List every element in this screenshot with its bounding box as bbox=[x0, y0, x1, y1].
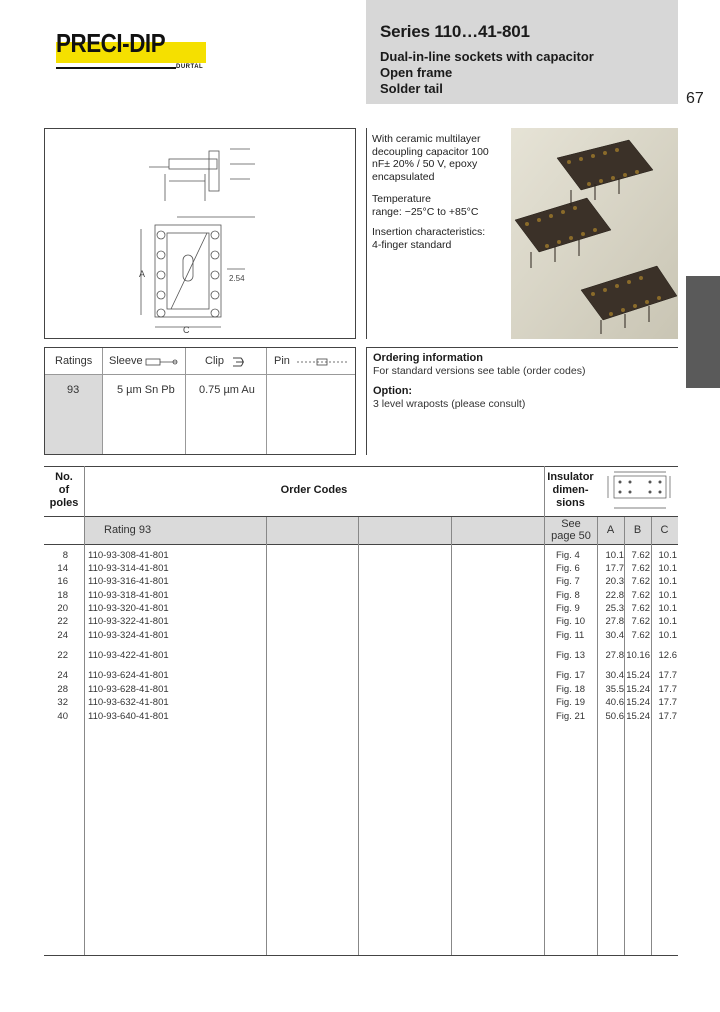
poles-cell: 20 bbox=[57, 603, 68, 614]
dim-c-cell: 17.7 bbox=[658, 697, 677, 708]
fig-cell: Fig. 8 bbox=[556, 590, 580, 601]
dim-c-cell: 10.1 bbox=[658, 603, 677, 614]
dim-c-cell: 17.7 bbox=[658, 670, 677, 681]
fig-cell: Fig. 13 bbox=[556, 650, 586, 661]
order-code-cell: 110-93-324-41-801 bbox=[88, 630, 169, 641]
col-a-header: A bbox=[606, 524, 615, 536]
order-code-cell: 110-93-320-41-801 bbox=[88, 603, 169, 614]
ratings-col-line bbox=[102, 348, 103, 454]
subtitle-line-2: Open frame bbox=[380, 65, 453, 80]
dim-b-cell: 15.24 bbox=[626, 670, 650, 681]
desc-line: Temperature bbox=[372, 193, 431, 205]
dim-b-cell: 7.62 bbox=[631, 603, 650, 614]
insulator-header-line: Insulator bbox=[547, 471, 594, 483]
insulator-header bbox=[544, 471, 597, 510]
dim-a-cell: 40.6 bbox=[605, 697, 624, 708]
ratings-col-line bbox=[185, 348, 186, 454]
fig-cell: Fig. 19 bbox=[556, 697, 586, 708]
dimension-a-label: A bbox=[139, 269, 146, 279]
fig-cell: Fig. 11 bbox=[556, 630, 585, 641]
see-line: page 50 bbox=[551, 530, 591, 542]
subtitle-line-3: Solder tail bbox=[380, 81, 443, 96]
dim-a-cell: 27.8 bbox=[605, 616, 624, 627]
dim-b-cell: 7.62 bbox=[631, 576, 650, 587]
desc-line: nF± 20% / 50 V, epoxy bbox=[372, 158, 478, 170]
dim-a-cell: 35.5 bbox=[605, 684, 624, 695]
dimension-c-label: C bbox=[183, 325, 190, 335]
poles-cell: 32 bbox=[57, 697, 68, 708]
table-row bbox=[44, 711, 678, 724]
dim-c-cell: 10.1 bbox=[658, 563, 677, 574]
poles-cell: 24 bbox=[57, 670, 68, 681]
table-row bbox=[44, 603, 678, 616]
dim-c-cell: 10.1 bbox=[658, 576, 677, 587]
desc-temperature bbox=[372, 193, 500, 218]
table-row bbox=[44, 576, 678, 589]
dim-c-cell: 17.7 bbox=[658, 684, 677, 695]
desc-line: range: −25°C to +85°C bbox=[372, 205, 479, 218]
order-code-cell: 110-93-422-41-801 bbox=[88, 650, 169, 661]
socket-photo-illustration bbox=[511, 128, 678, 339]
dim-c-cell: 10.1 bbox=[658, 630, 677, 641]
dim-a-cell: 17.7 bbox=[605, 563, 624, 574]
fig-cell: Fig. 21 bbox=[556, 711, 586, 722]
col-c-header: C bbox=[660, 524, 669, 536]
table-row bbox=[44, 616, 678, 629]
poles-cell: 16 bbox=[57, 576, 68, 587]
drawing-divider bbox=[366, 128, 367, 339]
order-code-cell: 110-93-628-41-801 bbox=[88, 684, 169, 695]
dim-c-cell: 10.1 bbox=[658, 616, 677, 627]
product-photo bbox=[511, 128, 678, 339]
insulator-header-line: sions bbox=[556, 497, 585, 509]
subtitle-line-1: Dual-in-line sockets with capacitor bbox=[380, 49, 594, 64]
table-subheader-border bbox=[44, 544, 678, 545]
table-bottom-border bbox=[44, 955, 678, 956]
dim-c-cell: 10.1 bbox=[658, 590, 677, 601]
dim-b-cell: 7.62 bbox=[631, 616, 650, 627]
order-code-cell: 110-93-314-41-801 bbox=[88, 563, 169, 574]
desc-line: Insertion characteristics: bbox=[372, 226, 486, 238]
desc-line: decoupling capacitor 100 bbox=[372, 145, 489, 158]
dim-a-cell: 22.8 bbox=[605, 590, 624, 601]
desc-capacitor bbox=[372, 133, 500, 183]
order-code-cell: 110-93-316-41-801 bbox=[88, 576, 169, 587]
clip-header: Clip bbox=[205, 355, 224, 367]
poles-cell: 18 bbox=[57, 590, 68, 601]
pin-header: Pin bbox=[274, 355, 290, 367]
ratings-col-line bbox=[266, 348, 267, 454]
dim-b-cell: 15.24 bbox=[626, 711, 650, 722]
poles-cell: 14 bbox=[57, 563, 68, 574]
ordering-text: For standard versions see table (order codes) bbox=[373, 365, 586, 377]
dim-b-cell: 7.62 bbox=[631, 550, 650, 561]
logo-text: PRECI-DIP bbox=[56, 28, 166, 58]
sleeve-value: 5 µm Sn Pb bbox=[117, 384, 175, 396]
table-row bbox=[44, 650, 678, 663]
dim-a-cell: 30.4 bbox=[605, 670, 624, 681]
poles-cell: 8 bbox=[62, 550, 68, 561]
fig-cell: Fig. 18 bbox=[556, 684, 586, 695]
desc-line: encapsulated bbox=[372, 170, 435, 183]
poles-cell: 24 bbox=[57, 630, 68, 641]
dim-a-cell: 27.8 bbox=[605, 650, 624, 661]
dim-b-cell: 10.16 bbox=[626, 650, 650, 661]
insulator-header-line: dimen- bbox=[552, 484, 589, 496]
series-title: Series 110…41-801 bbox=[380, 22, 530, 41]
ordering-panel bbox=[366, 347, 678, 455]
option-title: Option: bbox=[373, 385, 413, 397]
poles-header-line: of bbox=[58, 484, 70, 496]
sleeve-header: Sleeve bbox=[109, 355, 143, 367]
clip-icon bbox=[231, 356, 247, 368]
table-row bbox=[44, 590, 678, 603]
poles-cell: 28 bbox=[57, 684, 68, 695]
dim-a-cell: 30.4 bbox=[605, 630, 624, 641]
poles-cell: 22 bbox=[57, 650, 68, 661]
socket-drawing bbox=[45, 129, 355, 338]
desc-line: With ceramic multilayer bbox=[372, 133, 481, 145]
fig-cell: Fig. 7 bbox=[556, 576, 580, 587]
fig-cell: Fig. 6 bbox=[556, 563, 580, 574]
table-row bbox=[44, 630, 678, 643]
table-header-border bbox=[44, 516, 678, 517]
technical-drawing bbox=[44, 128, 356, 339]
dim-a-cell: 20.3 bbox=[605, 576, 624, 587]
desc-line: 4-finger standard bbox=[372, 238, 452, 251]
fig-cell: Fig. 9 bbox=[556, 603, 580, 614]
order-code-cell: 110-93-624-41-801 bbox=[88, 670, 169, 681]
page-number: 67 bbox=[686, 90, 704, 107]
order-code-cell: 110-93-322-41-801 bbox=[88, 616, 169, 627]
option-text: 3 level wraposts (please consult) bbox=[373, 398, 526, 410]
table-row bbox=[44, 550, 678, 563]
dim-b-cell: 15.24 bbox=[626, 697, 650, 708]
table-row bbox=[44, 563, 678, 576]
dim-b-cell: 7.62 bbox=[631, 630, 650, 641]
see-line: See bbox=[561, 518, 581, 530]
dim-a-cell: 50.6 bbox=[605, 711, 624, 722]
poles-header bbox=[44, 471, 84, 510]
dim-b-cell: 7.62 bbox=[631, 590, 650, 601]
brand-logo bbox=[44, 26, 206, 70]
dim-b-cell: 15.24 bbox=[626, 684, 650, 695]
ordering-title: Ordering information bbox=[373, 352, 483, 364]
poles-cell: 40 bbox=[57, 711, 68, 722]
ratings-panel bbox=[44, 347, 356, 455]
ratings-header-line bbox=[45, 374, 355, 375]
logo-subtext: DURTAL bbox=[176, 64, 204, 70]
order-code-cell: 110-93-640-41-801 bbox=[88, 711, 169, 722]
pin-icon bbox=[295, 357, 351, 367]
table-top-border bbox=[44, 466, 678, 467]
ratings-header: Ratings bbox=[55, 355, 93, 367]
order-code-cell: 110-93-632-41-801 bbox=[88, 697, 169, 708]
order-code-cell: 110-93-308-41-801 bbox=[88, 550, 169, 561]
dim-b-cell: 7.62 bbox=[631, 563, 650, 574]
side-tab-marker bbox=[686, 276, 720, 388]
order-code-cell: 110-93-318-41-801 bbox=[88, 590, 169, 601]
clip-value: 0.75 µm Au bbox=[199, 384, 255, 396]
dim-a-cell: 25.3 bbox=[605, 603, 624, 614]
table-row bbox=[44, 697, 678, 710]
fig-cell: Fig. 10 bbox=[556, 616, 586, 627]
dim-c-cell: 17.7 bbox=[658, 711, 677, 722]
order-codes-header: Order Codes bbox=[280, 484, 348, 496]
rating-value: 93 bbox=[67, 384, 80, 396]
fig-cell: Fig. 17 bbox=[556, 670, 586, 681]
poles-cell: 22 bbox=[57, 616, 68, 627]
poles-header-line: No. bbox=[55, 471, 73, 483]
pitch-label: 2.54 bbox=[229, 274, 245, 283]
poles-header-line: poles bbox=[49, 497, 79, 509]
desc-insertion bbox=[372, 226, 500, 251]
rating-subheader: Rating 93 bbox=[104, 524, 152, 536]
insulator-dimension-icon bbox=[602, 468, 676, 514]
see-page-subheader bbox=[548, 518, 594, 542]
sleeve-icon bbox=[145, 357, 179, 367]
dim-a-cell: 10.1 bbox=[605, 550, 624, 561]
col-b-header: B bbox=[633, 524, 642, 536]
table-row bbox=[44, 670, 678, 683]
dim-c-cell: 12.6 bbox=[658, 650, 677, 661]
logo-underline bbox=[56, 67, 176, 69]
table-row bbox=[44, 684, 678, 697]
dim-c-cell: 10.1 bbox=[658, 550, 677, 561]
fig-cell: Fig. 4 bbox=[556, 550, 580, 561]
